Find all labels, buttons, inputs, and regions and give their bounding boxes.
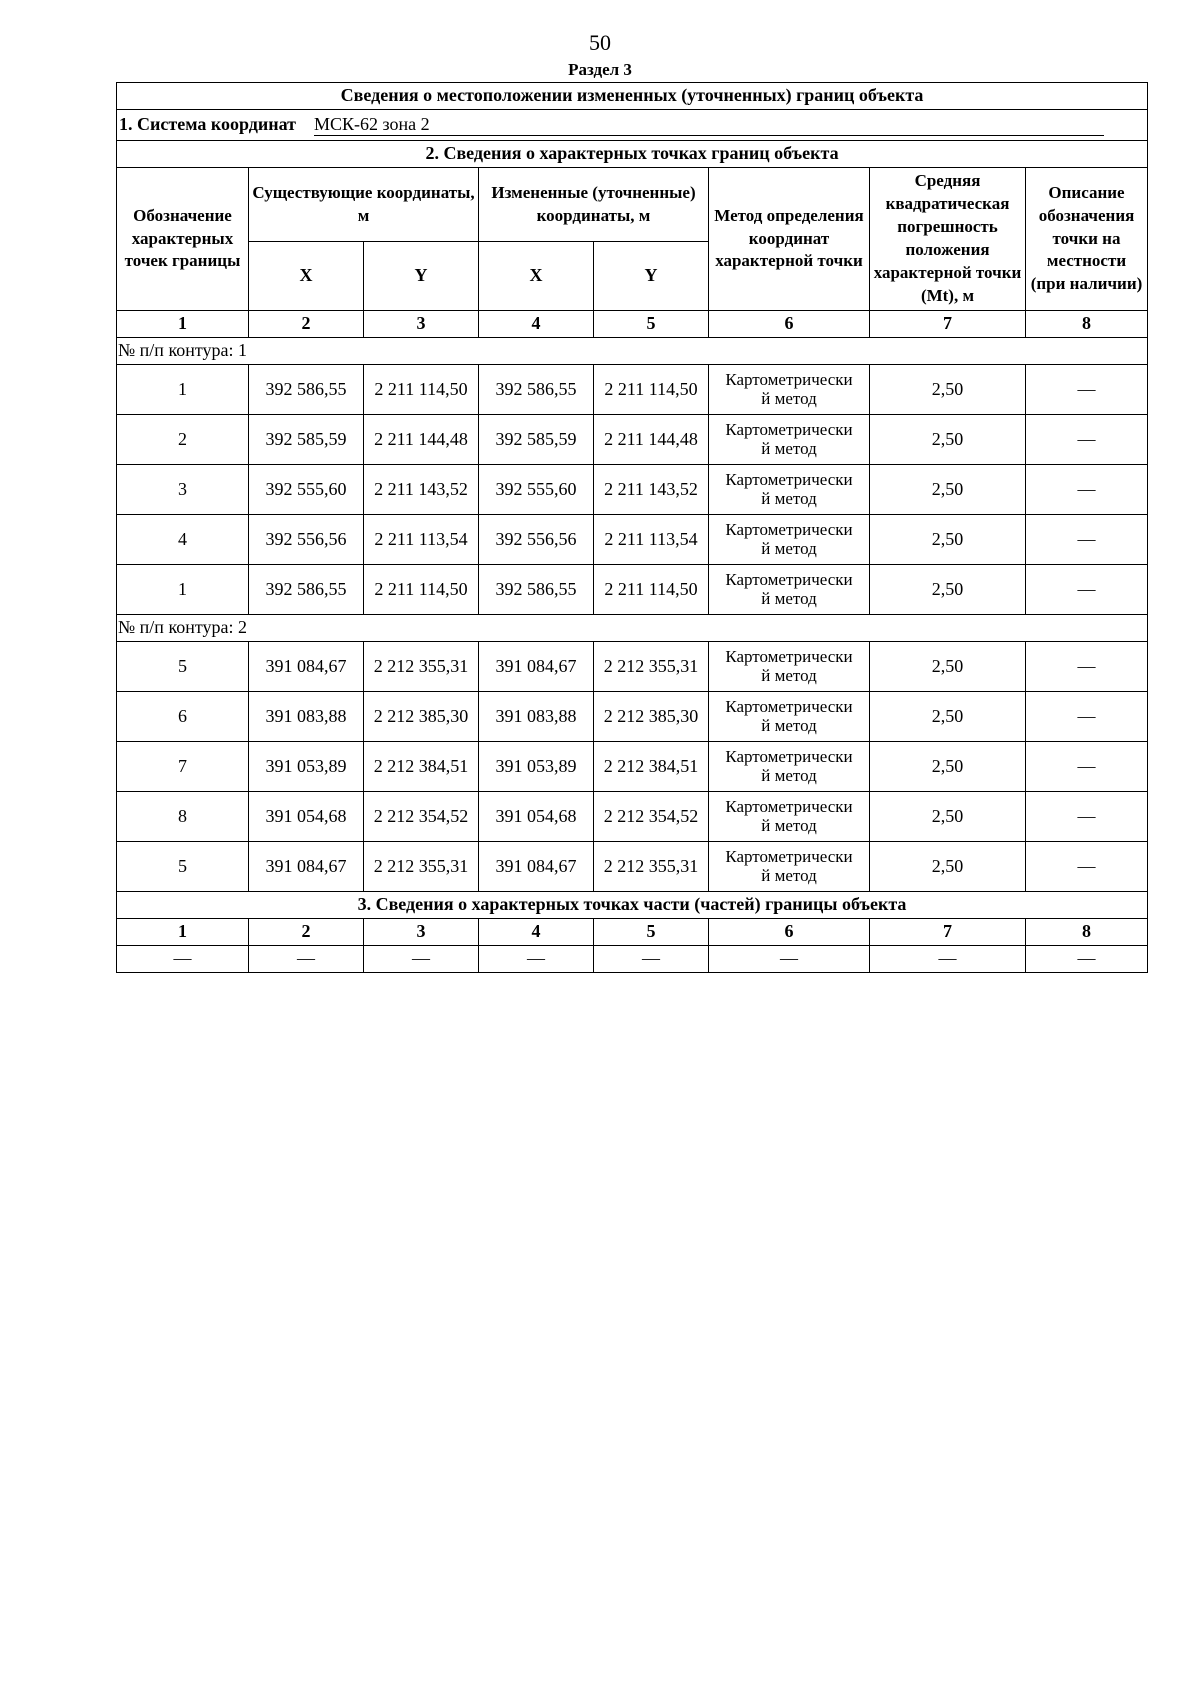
changed-y: 2 211 113,54	[594, 515, 709, 565]
column-number-row	[117, 311, 1148, 338]
column-number: 1	[117, 311, 249, 338]
existing-y: 2 212 354,52	[364, 792, 479, 842]
column-number: 2	[249, 311, 364, 338]
empty-cell: —	[870, 946, 1026, 973]
section-title: Раздел 3	[568, 60, 632, 79]
table-title: Сведения о местоположении измененных (уточненных) границ объекта	[117, 83, 1148, 110]
table-row	[117, 842, 1148, 892]
error-value: 2,50	[870, 465, 1026, 515]
changed-y: 2 211 144,48	[594, 415, 709, 465]
changed-y: 2 212 384,51	[594, 742, 709, 792]
header-existing-y: Y	[364, 242, 479, 311]
error-value: 2,50	[870, 742, 1026, 792]
column-number: 7	[870, 919, 1026, 946]
point-number: 1	[117, 365, 249, 415]
existing-y: 2 211 113,54	[364, 515, 479, 565]
table-row	[117, 642, 1148, 692]
empty-cell: —	[479, 946, 594, 973]
changed-x: 391 053,89	[479, 742, 594, 792]
empty-cell: —	[117, 946, 249, 973]
description-value: —	[1026, 565, 1148, 615]
existing-y: 2 212 384,51	[364, 742, 479, 792]
changed-y: 2 211 143,52	[594, 465, 709, 515]
existing-y: 2 212 355,31	[364, 642, 479, 692]
method-text-line: Картометрически	[725, 469, 853, 489]
changed-x: 391 084,67	[479, 842, 594, 892]
parts-column-number-row	[117, 919, 1148, 946]
point-number: 7	[117, 742, 249, 792]
method-value	[709, 692, 870, 742]
changed-x: 392 585,59	[479, 415, 594, 465]
header-existing-x: X	[249, 242, 364, 311]
method-text-line: й метод	[761, 865, 817, 885]
method-value	[709, 565, 870, 615]
column-number: 5	[594, 919, 709, 946]
error-value: 2,50	[870, 515, 1026, 565]
changed-y: 2 212 355,31	[594, 642, 709, 692]
point-number: 6	[117, 692, 249, 742]
existing-x: 392 555,60	[249, 465, 364, 515]
changed-y: 2 211 114,50	[594, 365, 709, 415]
method-text-line: й метод	[761, 588, 817, 608]
column-number: 3	[364, 311, 479, 338]
method-text-line: Картометрически	[725, 846, 853, 866]
method-text-line: й метод	[761, 765, 817, 785]
table-row	[117, 465, 1148, 515]
changed-y: 2 212 355,31	[594, 842, 709, 892]
error-value: 2,50	[870, 642, 1026, 692]
page-number: 50	[589, 30, 611, 55]
empty-cell: —	[1026, 946, 1148, 973]
existing-y: 2 211 144,48	[364, 415, 479, 465]
header-changed-coords: Измененные (уточненные) координаты, м	[479, 168, 709, 242]
existing-y: 2 211 143,52	[364, 465, 479, 515]
existing-x: 391 053,89	[249, 742, 364, 792]
method-text-line: й метод	[761, 815, 817, 835]
changed-y: 2 212 385,30	[594, 692, 709, 742]
header-designation: Обозначение характерных точек границы	[117, 168, 249, 311]
existing-x: 391 054,68	[249, 792, 364, 842]
table-row	[117, 692, 1148, 742]
existing-x: 392 586,55	[249, 565, 364, 615]
changed-x: 391 054,68	[479, 792, 594, 842]
header-method: Метод определения координат характерной точки	[709, 168, 870, 311]
method-value	[709, 742, 870, 792]
description-value: —	[1026, 792, 1148, 842]
method-text-line: Картометрически	[725, 419, 853, 439]
existing-x: 391 084,67	[249, 642, 364, 692]
existing-x: 391 084,67	[249, 842, 364, 892]
column-number: 8	[1026, 919, 1148, 946]
method-text-line: й метод	[761, 438, 817, 458]
point-number: 3	[117, 465, 249, 515]
point-number: 5	[117, 642, 249, 692]
description-value: —	[1026, 515, 1148, 565]
method-text-line: Картометрически	[725, 369, 853, 389]
error-value: 2,50	[870, 365, 1026, 415]
table-row	[117, 742, 1148, 792]
method-text-line: й метод	[761, 488, 817, 508]
table-row	[117, 565, 1148, 615]
method-value	[709, 792, 870, 842]
method-value	[709, 842, 870, 892]
description-value: —	[1026, 642, 1148, 692]
table-row	[117, 415, 1148, 465]
error-value: 2,50	[870, 842, 1026, 892]
contour-label: № п/п контура: 2	[117, 615, 1148, 642]
method-value	[709, 465, 870, 515]
point-number: 2	[117, 415, 249, 465]
column-number: 3	[364, 919, 479, 946]
coord-system-label: 1. Система координат	[119, 113, 296, 134]
column-number: 5	[594, 311, 709, 338]
column-number: 4	[479, 919, 594, 946]
method-value	[709, 642, 870, 692]
existing-x: 391 083,88	[249, 692, 364, 742]
description-value: —	[1026, 415, 1148, 465]
column-number: 1	[117, 919, 249, 946]
changed-x: 392 556,56	[479, 515, 594, 565]
empty-cell: —	[249, 946, 364, 973]
description-value: —	[1026, 842, 1148, 892]
method-value	[709, 415, 870, 465]
method-text-line: Картометрически	[725, 646, 853, 666]
error-value: 2,50	[870, 792, 1026, 842]
column-number: 6	[709, 919, 870, 946]
changed-x: 392 586,55	[479, 565, 594, 615]
existing-y: 2 212 355,31	[364, 842, 479, 892]
header-error: Средняя квадратическая погрешность положения характерной точки (Mt), м	[870, 168, 1026, 311]
column-number: 4	[479, 311, 594, 338]
existing-x: 392 585,59	[249, 415, 364, 465]
method-text-line: й метод	[761, 715, 817, 735]
point-number: 4	[117, 515, 249, 565]
method-text-line: Картометрически	[725, 746, 853, 766]
changed-x: 391 084,67	[479, 642, 594, 692]
method-text-line: Картометрически	[725, 519, 853, 539]
method-text-line: Картометрически	[725, 796, 853, 816]
error-value: 2,50	[870, 565, 1026, 615]
header-changed-x: X	[479, 242, 594, 311]
table-row	[117, 365, 1148, 415]
header-existing-coords: Существующие координаты, м	[249, 168, 479, 242]
header-description: Описание обозначения точки на местности (при наличии)	[1026, 168, 1148, 311]
method-value	[709, 365, 870, 415]
parts-section-title: 3. Сведения о характерных точках части (частей) границы объекта	[117, 892, 1148, 919]
existing-y: 2 212 385,30	[364, 692, 479, 742]
method-text-line: й метод	[761, 538, 817, 558]
changed-y: 2 211 114,50	[594, 565, 709, 615]
changed-x: 392 586,55	[479, 365, 594, 415]
coord-system-row	[117, 110, 1148, 141]
description-value: —	[1026, 692, 1148, 742]
description-value: —	[1026, 365, 1148, 415]
column-number: 7	[870, 311, 1026, 338]
parts-empty-row	[117, 946, 1148, 973]
table-row	[117, 515, 1148, 565]
header-changed-y: Y	[594, 242, 709, 311]
error-value: 2,50	[870, 692, 1026, 742]
existing-x: 392 586,55	[249, 365, 364, 415]
point-number: 1	[117, 565, 249, 615]
method-text-line: Картометрически	[725, 696, 853, 716]
points-section-title: 2. Сведения о характерных точках границ объекта	[117, 141, 1148, 168]
column-number: 6	[709, 311, 870, 338]
existing-x: 392 556,56	[249, 515, 364, 565]
boundary-table	[116, 82, 1148, 973]
method-text-line: й метод	[761, 388, 817, 408]
method-text-line: й метод	[761, 665, 817, 685]
changed-y: 2 212 354,52	[594, 792, 709, 842]
empty-cell: —	[709, 946, 870, 973]
table-row	[117, 792, 1148, 842]
existing-y: 2 211 114,50	[364, 365, 479, 415]
method-value	[709, 515, 870, 565]
method-text-line: Картометрически	[725, 569, 853, 589]
changed-x: 392 555,60	[479, 465, 594, 515]
column-number: 2	[249, 919, 364, 946]
empty-cell: —	[364, 946, 479, 973]
description-value: —	[1026, 465, 1148, 515]
empty-cell: —	[594, 946, 709, 973]
point-number: 5	[117, 842, 249, 892]
coord-system-value: МСК-62 зона 2	[314, 114, 1104, 137]
column-number: 8	[1026, 311, 1148, 338]
contour-label: № п/п контура: 1	[117, 338, 1148, 365]
description-value: —	[1026, 742, 1148, 792]
point-number: 8	[117, 792, 249, 842]
error-value: 2,50	[870, 415, 1026, 465]
changed-x: 391 083,88	[479, 692, 594, 742]
existing-y: 2 211 114,50	[364, 565, 479, 615]
